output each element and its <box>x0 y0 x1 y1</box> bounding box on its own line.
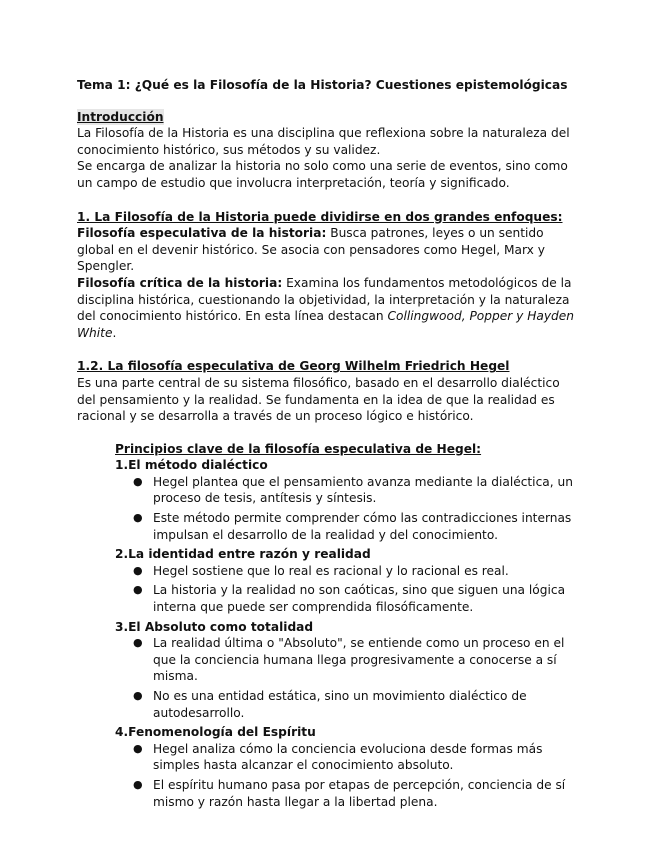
speculative-label: Filosofía especulativa de la historia: <box>77 226 327 241</box>
principles-heading: Principios clave de la filosofía especulativa de Hegel: <box>115 441 482 456</box>
list-item: ● Hegel sostiene que lo real es racional y lo racional es real. <box>133 563 509 578</box>
bullet-icon: ● <box>133 741 143 755</box>
intro-paragraph-1: La Filosofía de la Historia es una disciplina que reflexiona sobre la naturaleza del conocimiento histórico, sus métodos y su validez. <box>77 126 570 157</box>
speculative-text: Busca patrones, leyes o un sentido global en el devenir histórico. Se asocia con pensadores como Hegel, Marx y Spengler. <box>77 226 545 274</box>
bullet-icon: ● <box>133 511 143 525</box>
principle-4-title: 4.Fenomenología del Espíritu <box>115 725 316 740</box>
section-1-2-heading: 1.2. La filosofía especulativa de Georg Wilhelm Friedrich Hegel <box>77 359 510 374</box>
intro-heading: Introducción <box>77 109 164 124</box>
principle-3-list <box>115 635 582 721</box>
list-item: ● La realidad última o "Absoluto", se entiende como un proceso en el que la conciencia humana llega progresivamente a conocerse a sí misma. <box>133 636 565 684</box>
bullet-icon: ● <box>133 777 143 791</box>
bullet-icon: ● <box>133 689 143 702</box>
critical-end: . <box>112 325 117 340</box>
bullet-icon: ● <box>133 583 143 597</box>
bullet-icon: ● <box>133 636 143 650</box>
list-item: ● La historia y la realidad no son caóticas, sino que siguen una lógica interna que puede ser comprendida filosóficamente. <box>133 583 566 615</box>
intro-paragraph-2: Se encarga de analizar la historia no solo como una serie de eventos, sino como un campo de estudio que involucra interpretación, teoría y significado. <box>77 159 568 190</box>
document-title: Tema 1: ¿Qué es la Filosofía de la Historia? Cuestiones epistemológicas <box>77 78 568 92</box>
list-item: ● Este método permite comprender cómo las contradicciones internas impulsan el desarrollo de la realidad y del conocimiento. <box>133 511 572 542</box>
principle-1-list <box>115 474 582 543</box>
principle-4-list <box>115 741 582 810</box>
document-body <box>77 77 582 813</box>
principles-block <box>115 441 582 810</box>
critical-text: Examina los fundamentos metodológicos de la disciplina histórica, cuestionando la objetividad, la interpretación y la naturaleza del conocimiento histórico. En esta línea destacan <box>77 275 572 324</box>
speculative-paragraph <box>77 225 582 275</box>
principle-2-title: 2.La identidad entre razón y realidad <box>115 547 371 562</box>
bullet-icon: ● <box>133 563 143 577</box>
bullet-icon: ● <box>133 474 143 488</box>
principle-3-title: 3.El Absoluto como totalidad <box>115 619 314 634</box>
section-1-2-paragraph: Es una parte central de su sistema filosófico, basado en el desarrollo dialéctico del pensamiento y la realidad. Se fundamenta en la idea de que la realidad es racional y se desarrolla a través de un proceso lógico e histórico. <box>77 375 560 424</box>
principle-1-title: 1.El método dialéctico <box>115 458 268 473</box>
critical-authors: Collingwood, Popper y Hayden White <box>77 309 575 340</box>
list-item: ● No es una entidad estática, sino un movimiento dialéctico de autodesarrollo. <box>133 689 527 720</box>
critical-label: Filosofía crítica de la historia: <box>77 275 283 290</box>
critical-paragraph <box>77 275 582 341</box>
list-item: ● El espíritu humano pasa por etapas de percepción, conciencia de sí mismo y razón hasta llegar a la libertad plena. <box>133 777 566 809</box>
section-1-heading: 1. La Filosofía de la Historia puede dividirse en dos grandes enfoques: <box>77 209 563 224</box>
list-item: ● Hegel analiza cómo la conciencia evoluciona desde formas más simples hasta alcanzar el conocimiento absoluto. <box>133 741 543 773</box>
list-item: ● Hegel plantea que el pensamiento avanza mediante la dialéctica, un proceso de tesis, antítesis y síntesis. <box>133 474 573 506</box>
principle-2-list <box>115 563 582 616</box>
